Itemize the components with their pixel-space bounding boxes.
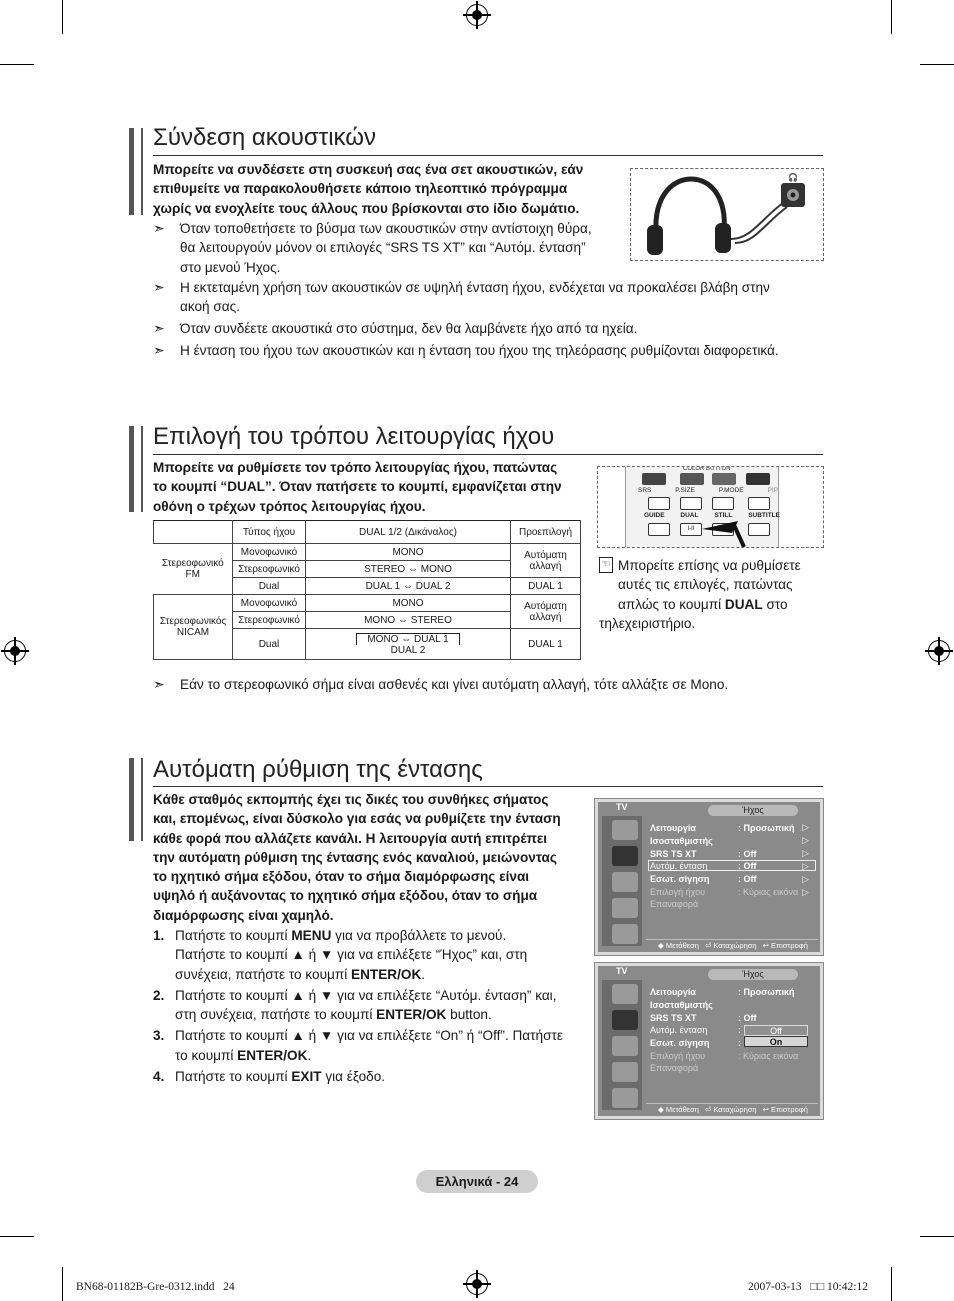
- channel-icon[interactable]: [612, 1036, 638, 1056]
- table-cell: Dual: [233, 578, 306, 595]
- dual-button[interactable]: I-II: [680, 523, 702, 536]
- table-cell: Μονοφωνικό: [233, 595, 306, 612]
- menu-value: : Off: [738, 1013, 757, 1023]
- input-icon[interactable]: [612, 1088, 638, 1108]
- section-title-headphones: Σύνδεση ακουστικών: [153, 124, 376, 151]
- section-rule: [153, 454, 823, 455]
- menu-title: Ήχος: [708, 805, 798, 816]
- red-button[interactable]: [642, 473, 666, 485]
- pointer-arrow-icon: [698, 517, 748, 547]
- pip-button[interactable]: [748, 497, 770, 510]
- registration-mark-icon: [928, 640, 950, 662]
- table-cell: Στερεοφωνικό: [233, 612, 306, 629]
- menu-value: : Off: [738, 849, 757, 859]
- sound-menu-screen-options: [594, 962, 824, 1120]
- sound-mode-table: [153, 520, 581, 660]
- table-cell: Dual: [233, 629, 306, 660]
- registration-mark-icon: [466, 4, 488, 26]
- menu-footer: ◆ Μετάθεση ⏎ Καταχώρηση ↩ Επιστροφή: [658, 941, 808, 950]
- channel-icon[interactable]: [612, 872, 638, 892]
- crop-mark: [0, 1236, 34, 1237]
- subtitle-button[interactable]: [748, 523, 770, 536]
- table-cell: Αυτόματη αλλαγή: [511, 595, 581, 629]
- crop-mark: [62, 0, 63, 34]
- tv-label: TV: [616, 966, 628, 976]
- arrow-right-icon: ▷: [802, 861, 809, 871]
- blue-button[interactable]: [746, 473, 770, 485]
- menu-value: : Προσωπική: [738, 823, 795, 833]
- menu-item-auto-volume[interactable]: Αυτόμ. ένταση: [650, 861, 708, 871]
- menu-footer: ◆ Μετάθεση ⏎ Καταχώρηση ↩ Επιστροφή: [658, 1105, 808, 1114]
- table-header: Τύπος ήχου: [233, 521, 306, 544]
- steps-list: [153, 926, 583, 1086]
- tip-icon: ☜: [599, 557, 613, 573]
- crop-mark: [62, 1267, 63, 1301]
- section-rule: [153, 786, 823, 787]
- table-cell: Στερεοφωνικό: [233, 561, 306, 578]
- step-item: 3. Πατήστε το κουμπί ▲ ή ▼ για να επιλέξετε “On” ή “Off”. Πατήστε το κουμπί ENTER/OK.: [153, 1028, 563, 1063]
- file-info: BN68-01182B-Gre-0312.indd 24: [76, 1281, 235, 1293]
- menu-item-internal-mute[interactable]: Εσωτ. σίγηση: [650, 1038, 710, 1048]
- headphone-port-icon: 🎧: [788, 173, 798, 182]
- table-cell: Μονοφωνικό: [233, 544, 306, 561]
- menu-item-mode[interactable]: Λειτουργία: [650, 987, 696, 997]
- setup-icon[interactable]: [612, 898, 638, 918]
- step-item: 2. Πατήστε το κουμπί ▲ ή ▼ για να επιλέξετε “Αυτόμ. ένταση” και, στη συνέχεια, πατήστε το κουμπί ENTER/OK button.: [153, 987, 557, 1023]
- arrow-right-icon: ▷: [802, 848, 809, 858]
- table-cell: Στερεοφωνικός NICAM: [154, 595, 233, 660]
- sound-icon[interactable]: [612, 846, 638, 866]
- section-intro: Μπορείτε να ρυθμίσετε τον τρόπο λειτουργίας ήχου, πατώντας το κουμπί “DUAL”. Όταν πατήσετε το κουμπί, εμφανίζεται στην οθόνη ο τρέχων τρόπος λειτουργίας ήχου.: [153, 460, 562, 514]
- table-header: DUAL 1/2 (Δικάναλος): [306, 521, 511, 544]
- table-cell: MONO ⇔ DUAL 1 DUAL 2: [306, 629, 511, 660]
- guide-label: GUIDE: [644, 512, 665, 519]
- sound-menu-screen: [594, 798, 824, 956]
- dual-label: DUAL: [680, 512, 699, 519]
- menu-value: : Κύριας εικόνα: [738, 887, 799, 897]
- menu-item-sound-select[interactable]: Επιλογή ήχου: [650, 887, 706, 897]
- headphones-illustration: [630, 168, 824, 261]
- menu-item-equalizer[interactable]: Ισοσταθμιστής: [650, 1000, 713, 1010]
- section-bar: [129, 128, 143, 215]
- table-cell: MONO: [306, 595, 511, 612]
- arrow-right-icon: ▷: [802, 874, 809, 884]
- section-rule: [153, 155, 823, 156]
- arrow-right-icon: ▷: [802, 887, 809, 897]
- arrow-right-icon: ▷: [802, 822, 809, 832]
- registration-mark-icon: [466, 1273, 488, 1295]
- section-intro: Κάθε σταθμός εκπομπής έχει τις δικές του συνθήκες σήματος και, επομένως, είναι δύσκολο για εσάς να ρυθμίζετε την ένταση κάθε φορά που αλλάζετε κανάλι. Η λειτουργία αυτή επιτρέπει την αυτόματη ρύθμιση της έντασης ενός καναλιού, μειώνοντας το ηχητικό σήμα εξόδου, όταν το σήμα διαμόρφωσης είναι υψηλό ή αυξάνοντας το ηχητικό σήμα εξόδου, όταν το σήμα διαμόρφωσης είναι χαμηλό.: [153, 792, 561, 923]
- srs-button[interactable]: [648, 497, 670, 510]
- menu-item-reset[interactable]: Επαναφορά: [650, 1063, 699, 1073]
- input-icon[interactable]: [612, 924, 638, 944]
- section-bar: [129, 426, 143, 512]
- registration-mark-icon: [4, 640, 26, 662]
- step-item: 4. Πατήστε το κουμπί EXIT για έξοδο.: [153, 1069, 386, 1085]
- menu-item-srs[interactable]: SRS TS XT: [650, 1013, 697, 1023]
- table-cell: DUAL 1: [511, 578, 581, 595]
- table-cell: Στερεοφωνικό FM: [154, 544, 233, 595]
- crop-mark: [0, 64, 34, 65]
- yellow-button[interactable]: [712, 473, 736, 485]
- picture-icon[interactable]: [612, 820, 638, 840]
- step-item: 1. Πατήστε το κουμπί MENU για να προβάλλετε το μενού. Πατήστε το κουμπί ▲ ή ▼ για να επιλέξετε “Ήχος” και, στη συνέχεια, πατήστε το κουμπί ENTER/OK.: [153, 928, 528, 982]
- tip-box: ☜ Μπορείτε επίσης να ρυθμίσετε αυτές τις επιλογές, πατώντας απλώς το κουμπί DUAL στο τηλεχειριστήριο.: [599, 558, 801, 631]
- menu-sidebar: [602, 980, 642, 1110]
- pmode-label: P.MODE: [718, 487, 744, 494]
- menu-sidebar: [602, 816, 642, 946]
- section-intro: Μπορείτε να συνδέσετε στη συσκευή σας ένα σετ ακουστικών, εάν επιθυμείτε να παρακολουθήσετε κάποιο τηλεοπτικό πρόγραμμα χωρίς να ενοχλείτε τους άλλους που βρίσκονται στο ίδιο δωμάτιο.: [153, 162, 584, 216]
- srs-label: SRS: [638, 487, 652, 494]
- arrow-icon: ➣: [153, 320, 165, 336]
- menu-item-internal-mute[interactable]: Εσωτ. σίγηση: [650, 874, 710, 884]
- menu-item-sound-select[interactable]: Επιλογή ήχου: [650, 1051, 706, 1061]
- arrow-icon: ➣: [153, 220, 165, 236]
- menu-item-mode[interactable]: Λειτουργία: [650, 823, 696, 833]
- table-cell: MONO ⇔ STEREO: [306, 612, 511, 629]
- pmode-button[interactable]: [712, 497, 734, 510]
- menu-value: : Προσωπική: [738, 987, 795, 997]
- table-cell: DUAL 1 ⇔ DUAL 2: [306, 578, 511, 595]
- section-title-sound-mode: Επιλογή του τρόπου λειτουργίας ήχου: [153, 423, 555, 450]
- timestamp: 2007-03-13 □□ 10:42:12: [748, 1281, 868, 1293]
- page-number-badge: Ελληνικά - 24: [416, 1170, 538, 1193]
- sound-icon[interactable]: [612, 1010, 638, 1030]
- crop-mark: [891, 0, 892, 34]
- psize-label: P.SIZE: [675, 487, 695, 494]
- guide-button[interactable]: [648, 523, 670, 536]
- section-title-auto-volume: Αυτόματη ρύθμιση της έντασης: [153, 756, 483, 783]
- headphones-icon: [631, 169, 823, 260]
- option-off[interactable]: Off: [744, 1025, 808, 1036]
- green-button[interactable]: [680, 473, 704, 485]
- pip-label: PIP: [767, 487, 778, 494]
- menu-item-equalizer[interactable]: Ισοσταθμιστής: [650, 836, 713, 846]
- psize-button[interactable]: [680, 497, 702, 510]
- menu-value: : Off: [738, 874, 757, 884]
- color-button-label: COLOR BUTTON: [683, 466, 731, 472]
- arrow-right-icon: ▷: [802, 835, 809, 845]
- menu-value: : Off: [738, 861, 757, 871]
- menu-value: :: [738, 1025, 741, 1035]
- menu-value: :: [738, 1038, 741, 1048]
- menu-arrows: [802, 821, 809, 899]
- subtitle-label: SUBTITLE: [748, 512, 780, 519]
- menu-item-reset[interactable]: Επαναφορά: [650, 899, 699, 909]
- section-bar: [129, 758, 143, 841]
- menu-title: Ήχος: [708, 969, 798, 980]
- crop-mark: [920, 64, 954, 65]
- table-cell: MONO: [306, 544, 511, 561]
- arrow-icon: ➣: [153, 676, 165, 692]
- crop-mark: [891, 1267, 892, 1301]
- crop-mark: [920, 1236, 954, 1237]
- picture-icon[interactable]: [612, 984, 638, 1004]
- still-label: STILL: [714, 512, 733, 519]
- arrow-icon: ➣: [153, 342, 165, 358]
- table-cell: STEREO ⇔ MONO: [306, 561, 511, 578]
- menu-value: : Κύριας εικόνα: [738, 1051, 799, 1061]
- setup-icon[interactable]: [612, 1062, 638, 1082]
- arrow-icon: ➣: [153, 279, 165, 295]
- table-cell: DUAL 1: [511, 629, 581, 660]
- remote-control-illustration: [597, 466, 824, 548]
- option-on[interactable]: On: [744, 1036, 808, 1047]
- table-header: [154, 521, 233, 544]
- tv-label: TV: [616, 802, 628, 812]
- table-cell: Αυτόματη αλλαγή: [511, 544, 581, 578]
- table-header: Προεπιλογή: [511, 521, 581, 544]
- menu-item-srs[interactable]: SRS TS XT: [650, 849, 697, 859]
- menu-item-auto-volume[interactable]: Αυτόμ. ένταση: [650, 1025, 708, 1035]
